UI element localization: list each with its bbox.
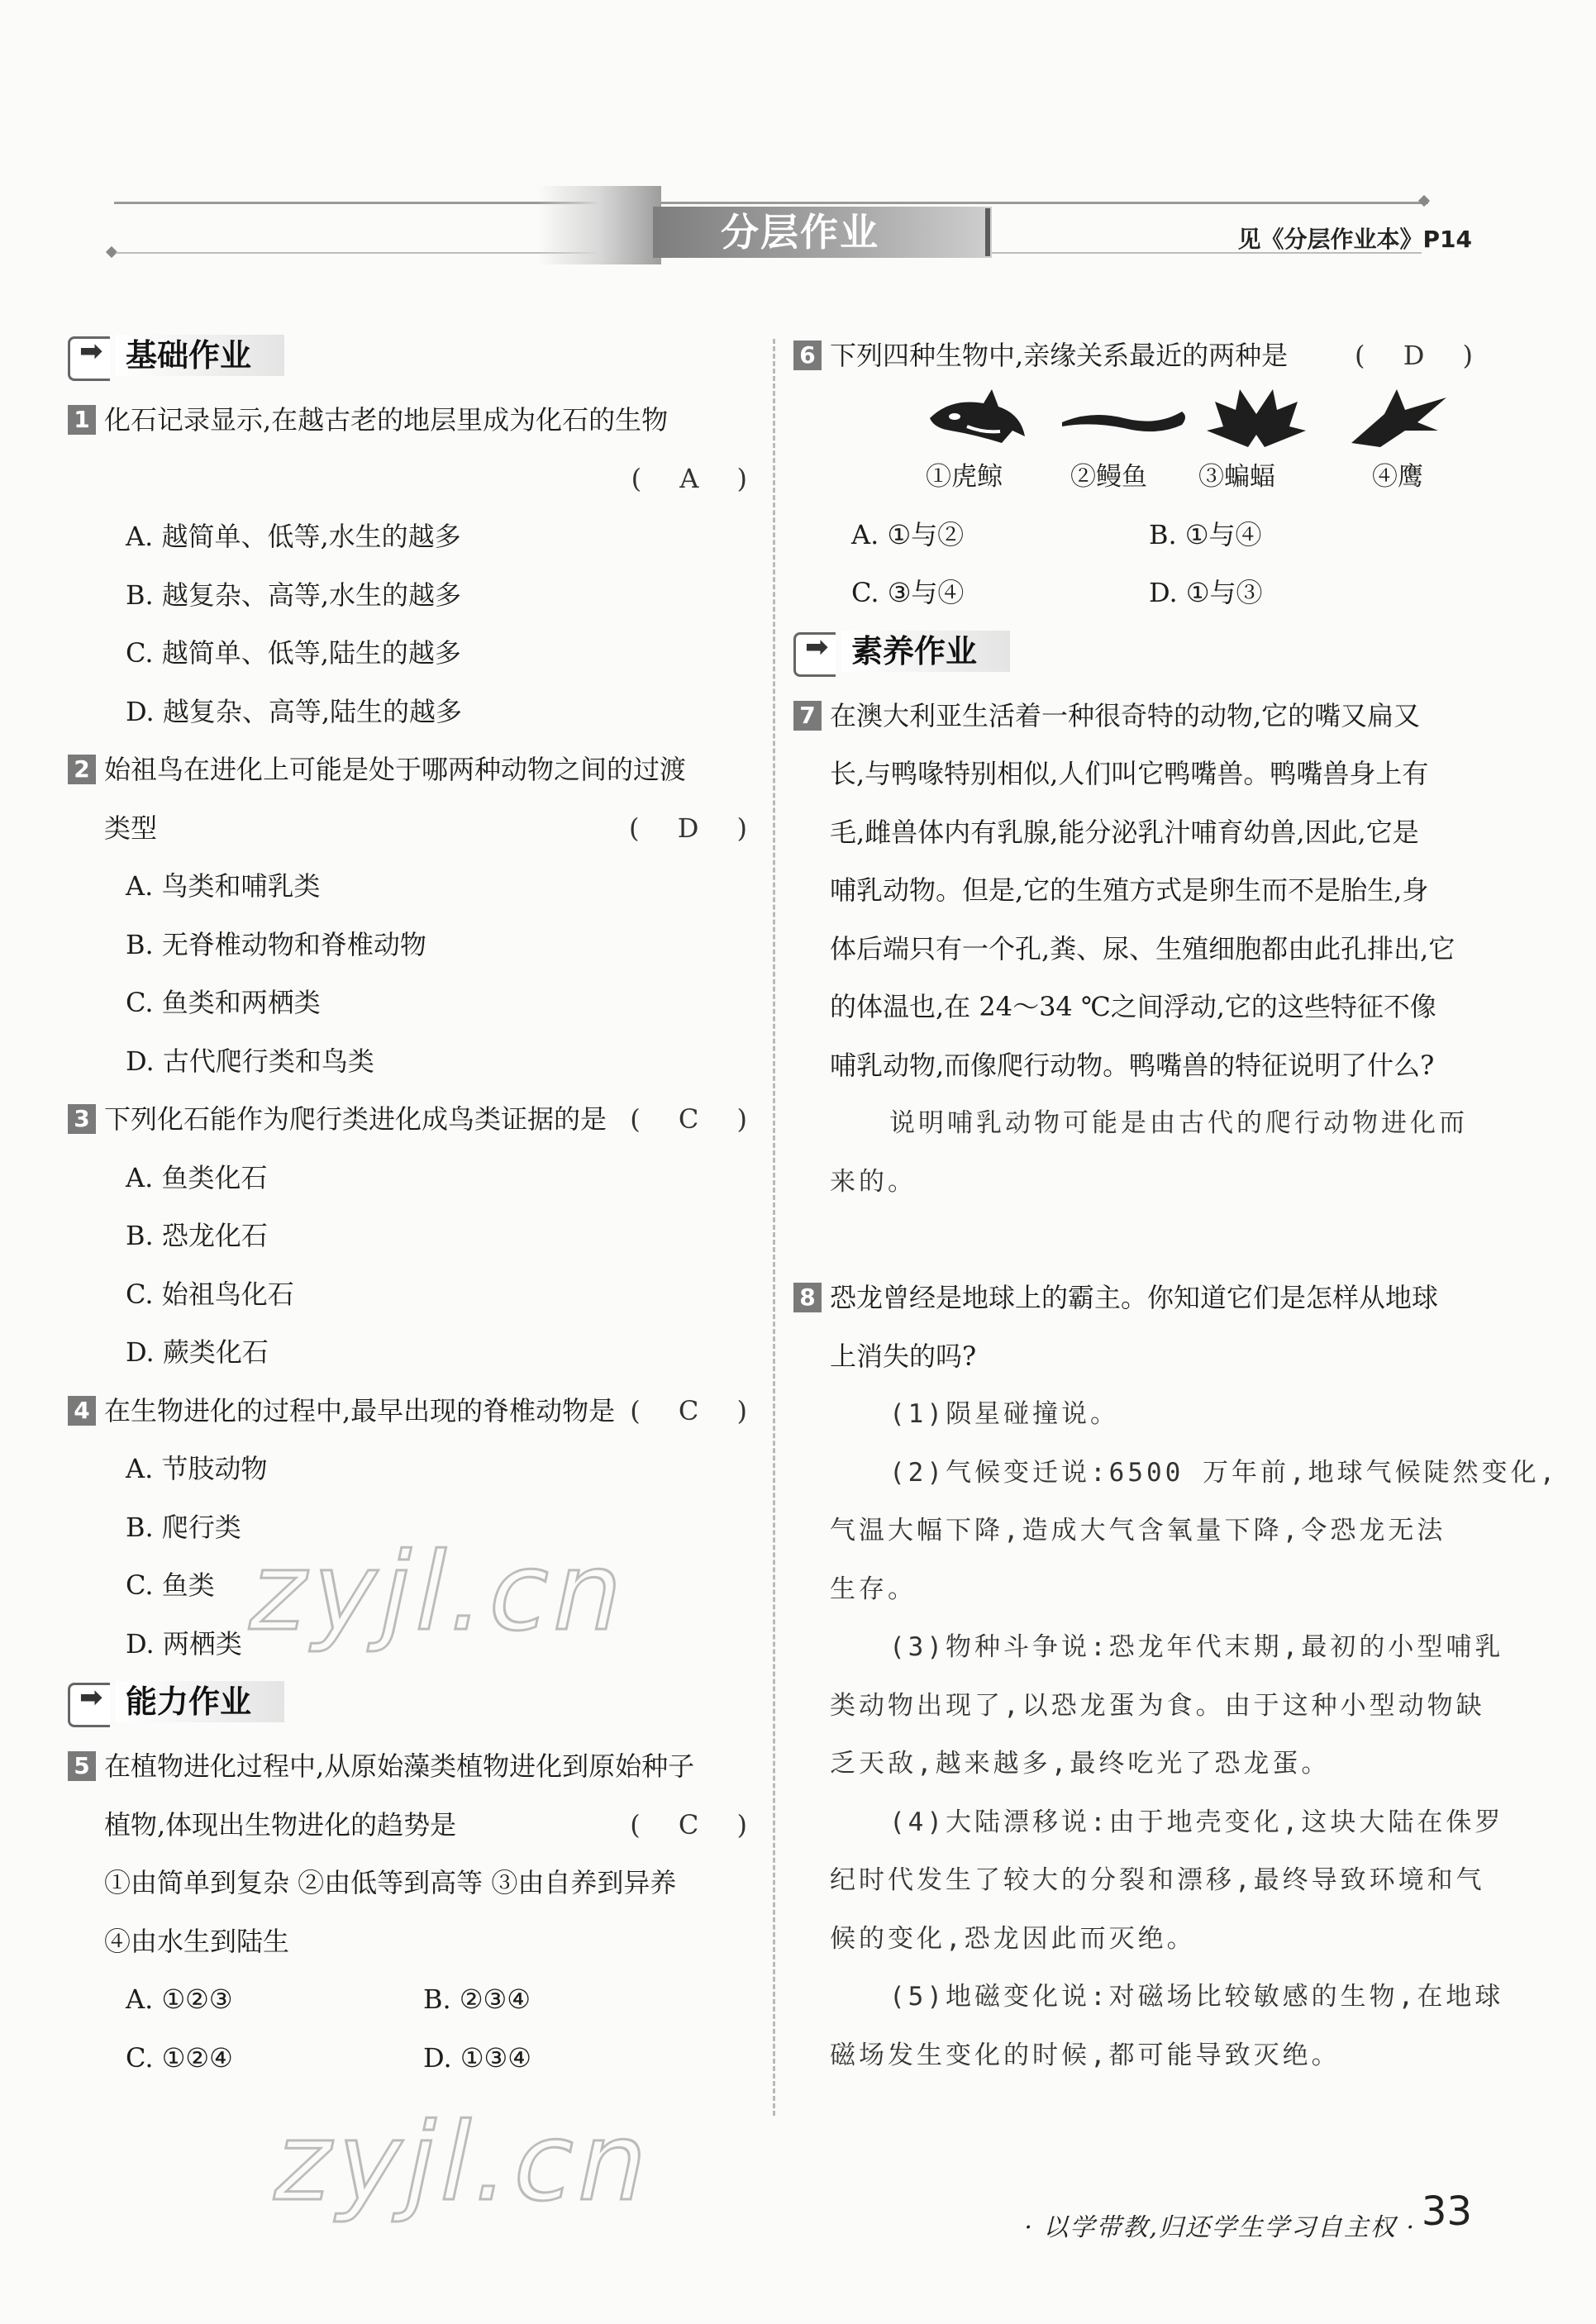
handwritten-answer xyxy=(793,1385,1559,2084)
handwritten-line: (5)地磁变化说:对磁场比较敏感的生物,在地球 xyxy=(889,1982,1504,2012)
question-stem xyxy=(68,741,762,799)
handwritten-line: 候的变化,恐龙因此而灭绝。 xyxy=(830,1923,1196,1954)
question-text: 上消失的吗? xyxy=(830,1340,977,1372)
question-text: 植物,体现出生物进化的趋势是 xyxy=(104,1808,457,1841)
bat-icon xyxy=(1203,385,1310,451)
option: D. 两栖类 xyxy=(126,1627,242,1660)
option: B. ②③④ xyxy=(423,1983,531,2015)
right-column xyxy=(793,326,1559,2084)
question-text: 的体温也,在 24～34 ℃之间浮动,它的这些特征不像 xyxy=(830,991,1436,1022)
question-text: 长,与鸭喙特别相似,人们叫它鸭嘴兽。鸭嘴兽身上有 xyxy=(830,758,1429,789)
section-title: 能力作业 xyxy=(116,1681,284,1722)
question-text: 始祖鸟在进化上可能是处于哪两种动物之间的过渡 xyxy=(104,754,687,785)
option: C. 始祖鸟化石 xyxy=(126,1278,294,1310)
animal-label: ④鹰 xyxy=(1372,461,1423,492)
option: B. ①与④ xyxy=(1149,518,1262,550)
question-text: 哺乳动物,而像爬行动物。鸭嘴兽的特征说明了什么? xyxy=(830,1049,1435,1081)
workbook-reference: 见《分层作业本》P14 xyxy=(1237,226,1472,253)
handwritten-line: (3)物种斗争说:恐龙年代末期,最初的小型哺乳 xyxy=(889,1632,1504,1662)
eel-icon xyxy=(1058,385,1190,451)
section-title: 基础作业 xyxy=(116,335,284,376)
option-row xyxy=(793,564,1488,622)
answer-choice: ( C ) xyxy=(630,1394,762,1426)
question-stem xyxy=(793,687,1488,745)
question-text: 毛,雌兽体内有乳腺,能分泌乳汁哺育幼兽,因此,它是 xyxy=(830,816,1419,848)
handwritten-line: 气温大幅下降,造成大气含氧量下降,令恐龙无法 xyxy=(830,1516,1446,1545)
question-stem-cont xyxy=(68,799,762,858)
question-number: 8 xyxy=(793,1283,822,1312)
question-number: 5 xyxy=(68,1751,96,1781)
option: D. ①③④ xyxy=(423,2041,531,2074)
column-divider xyxy=(773,339,775,2116)
option: D. 越复杂、高等,陆生的越多 xyxy=(126,695,463,727)
statement-list: ④由水生到陆生 xyxy=(104,1925,290,1957)
option: B. 越复杂、高等,水生的越多 xyxy=(126,579,462,611)
header-rule xyxy=(114,202,1428,204)
option: D. 蕨类化石 xyxy=(126,1336,269,1368)
question-text: 下列化石能作为爬行类进化成鸟类证据的是 xyxy=(104,1103,607,1135)
question-number: 3 xyxy=(68,1104,96,1134)
option: D. 古代爬行类和鸟类 xyxy=(126,1045,374,1077)
animal-label: ②鳗鱼 xyxy=(1070,461,1147,492)
question-stem-cont xyxy=(68,1796,762,1855)
question-text: 体后端只有一个孔,粪、尿、生殖细胞都由此孔排出,它 xyxy=(830,932,1455,964)
answer-choice: ( A ) xyxy=(631,462,762,494)
option: A. ①②③ xyxy=(126,1983,233,2015)
option-row xyxy=(68,2029,762,2088)
handwritten-line: 磁场发生变化的时候,都可能导致灭绝。 xyxy=(830,2040,1341,2070)
animal-figures xyxy=(843,385,1488,506)
answer-choice: ( D ) xyxy=(1355,340,1488,371)
handwritten-line: 生存。 xyxy=(830,1574,917,1604)
watermark: zyjl.cn xyxy=(238,1529,641,1655)
question-2 xyxy=(68,741,762,1090)
handwritten-answer xyxy=(793,1094,1488,1211)
question-stem xyxy=(793,1269,1488,1327)
question-3 xyxy=(68,1090,762,1382)
banner-bar xyxy=(985,208,990,256)
banner-decoration xyxy=(537,186,661,264)
arrow-icon: ➡ xyxy=(805,630,829,664)
option: A. 鱼类化石 xyxy=(126,1161,268,1193)
option-row xyxy=(68,1970,762,2029)
question-stem xyxy=(793,326,1488,385)
animal-label: ③蝙蝠 xyxy=(1198,461,1275,492)
option: A. 节肢动物 xyxy=(126,1453,268,1484)
question-text: 化石记录显示,在越古老的地层里成为化石的生物 xyxy=(104,404,669,436)
option: C. 越简单、低等,陆生的越多 xyxy=(126,637,461,669)
orca-icon xyxy=(926,385,1033,451)
hawk-icon xyxy=(1347,385,1455,451)
option: D. ①与③ xyxy=(1149,577,1263,608)
answer-choice: ( C ) xyxy=(630,1808,762,1841)
handwritten-line: 来的。 xyxy=(830,1166,917,1197)
question-text: 哺乳动物。但是,它的生殖方式是卵生而不是胎生,身 xyxy=(830,874,1429,906)
option: A. ①与② xyxy=(851,518,965,550)
question-8 xyxy=(793,1269,1559,2084)
header-ornament xyxy=(1418,195,1430,207)
page-number: 33 xyxy=(1421,2188,1472,2235)
banner-title: 分层作业 xyxy=(653,207,992,258)
question-stem xyxy=(68,1090,762,1149)
option: C. ③与④ xyxy=(851,577,965,608)
question-text: 在澳大利亚生活着一种很奇特的动物,它的嘴又扁又 xyxy=(830,699,1421,731)
animal-label: ①虎鲸 xyxy=(926,461,1003,492)
option: A. 鸟类和哺乳类 xyxy=(126,870,321,902)
question-text: 在植物进化过程中,从原始藻类植物进化到原始种子 xyxy=(104,1750,695,1782)
arrow-icon: ➡ xyxy=(79,335,103,368)
handwritten-line: (2)气候变迁说:6500 万年前,地球气候陡然变化, xyxy=(889,1457,1559,1488)
answer-choice: ( C ) xyxy=(630,1103,762,1135)
left-column xyxy=(68,326,762,2087)
footer-slogan: · 以学带教,归还学生学习自主权 · xyxy=(1024,2213,1416,2242)
option: C. 鱼类和两栖类 xyxy=(126,987,321,1018)
answer-row xyxy=(68,450,762,508)
handwritten-line: 乏天敌,越来越多,最终吃光了恐龙蛋。 xyxy=(830,1749,1331,1779)
arrow-icon: ➡ xyxy=(79,1681,103,1714)
option: A. 越简单、低等,水生的越多 xyxy=(126,521,461,552)
question-number: 2 xyxy=(68,755,96,784)
question-6 xyxy=(793,326,1488,622)
question-stem xyxy=(68,391,762,450)
question-stem xyxy=(68,1737,762,1796)
option: B. 恐龙化石 xyxy=(126,1220,268,1251)
question-number: 6 xyxy=(793,341,822,370)
option: B. 无脊椎动物和脊椎动物 xyxy=(126,928,426,960)
question-number: 4 xyxy=(68,1396,96,1426)
handwritten-line: 类动物出现了,以恐龙蛋为食。由于这种小型动物缺 xyxy=(830,1690,1485,1721)
question-1 xyxy=(68,391,762,741)
question-text: 下列四种生物中,亲缘关系最近的两种是 xyxy=(830,340,1289,371)
question-text: 类型 xyxy=(104,812,158,844)
section-literacy xyxy=(793,626,1488,677)
handwritten-line: 纪时代发生了较大的分裂和漂移,最终导致环境和气 xyxy=(830,1865,1485,1895)
option-row xyxy=(793,506,1488,564)
option: B. 爬行类 xyxy=(126,1511,241,1543)
question-stem xyxy=(68,1382,762,1441)
option: C. 鱼类 xyxy=(126,1569,215,1601)
option: C. ①②④ xyxy=(126,2041,233,2074)
question-5 xyxy=(68,1737,762,2087)
question-number: 1 xyxy=(68,405,96,435)
answer-choice: ( D ) xyxy=(629,812,762,844)
handwritten-line: 说明哺乳动物可能是由古代的爬行动物进化而 xyxy=(889,1108,1468,1138)
question-text: 在生物进化的过程中,最早出现的脊椎动物是 xyxy=(104,1394,616,1426)
watermark: zyjl.cn xyxy=(263,2099,666,2225)
section-basic xyxy=(68,330,762,381)
question-7 xyxy=(793,687,1488,1212)
question-text: 恐龙曾经是地球上的霸主。你知道它们是怎样从地球 xyxy=(830,1282,1439,1313)
section-ability xyxy=(68,1676,762,1727)
handwritten-line: (1)陨星碰撞说。 xyxy=(889,1399,1119,1429)
statement-list: ①由简单到复杂 ②由低等到高等 ③由自养到异养 xyxy=(104,1867,677,1898)
question-number: 7 xyxy=(793,701,822,731)
handwritten-line: (4)大陆漂移说:由于地壳变化,这块大陆在侏罗 xyxy=(889,1807,1504,1837)
section-title: 素养作业 xyxy=(841,631,1010,672)
